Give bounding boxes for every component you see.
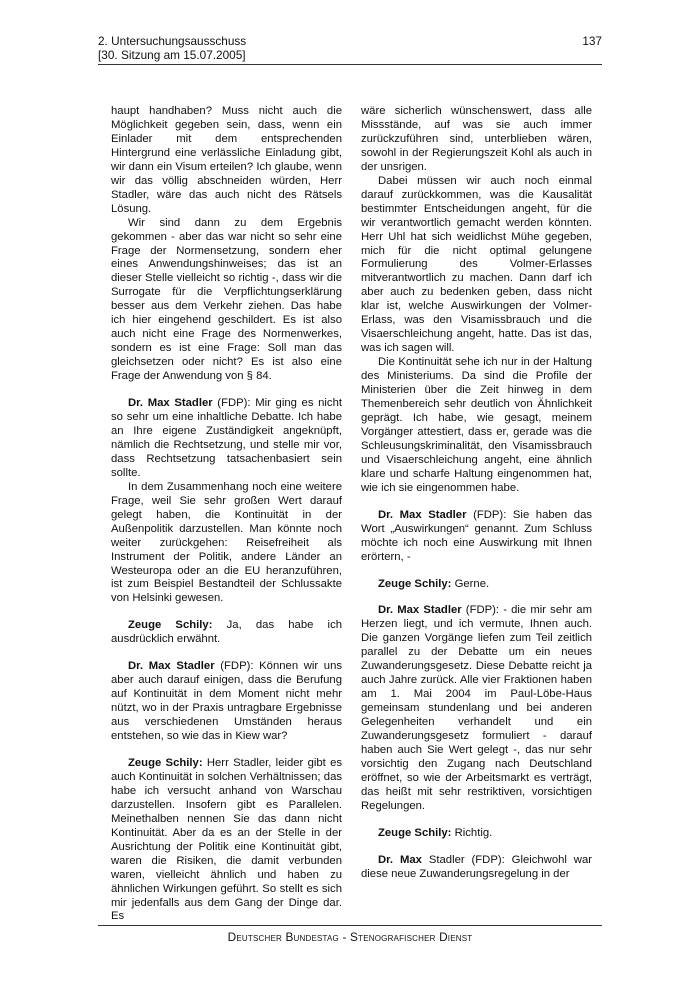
- body-paragraph: wäre sicherlich wünschenswert, dass alle Missstände, auf was sie auch immer zurückzuführen sind, unterblieben wären, sowohl in der Regierungszeit Kohl als auch in der unsrigen.: [361, 105, 592, 173]
- speaker-paragraph: [361, 854, 592, 882]
- speaker-paragraph: [111, 660, 342, 744]
- speaker-paragraph: [111, 619, 342, 647]
- speech-text: (FDP): Können wir uns aber auch darauf einigen, dass die Berufung auf Kontinuität in dem Moment nicht mehr nützt, wo in der Praxis untragbare Ergebnisse aus verschiedenen Umständen heraus entstehen, so wie das in Kiew war?: [111, 660, 343, 743]
- speaker-name: Zeuge Schily:: [128, 756, 203, 769]
- speaker-paragraph: [361, 509, 592, 565]
- page-number: 137: [582, 34, 602, 48]
- speech-text: (FDP): Mir ging es nicht so sehr um eine inhaltliche Debatte. Ich habe an Ihre eigene Zuständigkeit angeknüpft, nämlich die Rechtsetzung, und stelle mir vor, dass Rechtsetzung tatsachenbasiert sein sollte.: [111, 397, 342, 479]
- speaker-name: Dr. Max Stadler: [378, 604, 462, 617]
- speaker-name: Dr. Max Stadler: [378, 508, 467, 521]
- page-header: [98, 34, 602, 62]
- body-paragraph: Die Kontinuität sehe ich nur in der Haltung des Ministeriums. Da sind die Profile der Ministerien über die Zeit hinweg in dem Themenbereich sehr deutlich von Ähnlichkeit geprägt. Ich habe, wie gesagt, meinem Vorgänger attestiert, dass er, gerade was die Schleusungskriminalität, den Visamissbrauch und Visaerschleichung angeht, eine ähnlich klare und scharfe Haltung eingenommen hat, wie ich sie eingenommen habe.: [361, 356, 592, 494]
- page-footer: Deutscher Bundestag - Stenografischer Dienst: [227, 930, 473, 944]
- speaker-name: Zeuge Schily:: [378, 826, 452, 839]
- committee-name: 2. Untersuchungsausschuss: [98, 34, 247, 48]
- speaker-name: Dr. Max: [378, 853, 422, 866]
- speech-text: (FDP): - die mir sehr am Herzen liegt, und ich vermute, Ihnen auch. Die ganzen Vorgänge liefen zum Teil zeitlich parallel zu der Debatte um ein neues Zuwanderungsgesetz. Diese Debatte reicht ja auch Jahre zurück. Alle vier Fraktionen haben am 1. Mai 2004 im Paul-Löbe-Haus gemeinsam stundenlang und bei anderen Gelegenheiten verhandelt und ein Zuwanderungsgesetz formuliert - darauf haben auch Sie Wert gelegt -, das nur sehr vorsichtig den Zugang nach Deutschland eröffnet, so wie der Arbeitsmarkt es verträgt, das heißt mit sehr restriktiven, vorsichtigen Regelungen.: [361, 604, 593, 812]
- speaker-name: Zeuge Schily:: [378, 577, 452, 590]
- right-column: [361, 105, 592, 882]
- body-paragraph: In dem Zusammenhang noch eine weitere Frage, weil Sie sehr großen Wert darauf gelegt haben, die Kontinuität in der Außenpolitik darzustellen. Man könnte noch weiter zurückgehen: Reisefreiheit als Instrument der Politik, andere Länder an Westeuropa oder an die EU heranzuführen, ist zum Beispiel Bestandteil der Schlussakte von Helsinki gewesen.: [111, 480, 342, 605]
- body-paragraph: Wir sind dann zu dem Ergebnis gekommen - aber das war nicht so sehr eine Frage der Normensetzung, sondern eher eines Anwendungshinweises; das ist an dieser Stelle vielleicht so richtig -, dass wir die Surrogate für die Verpflichtungserklärung besser aus dem Verkehr ziehen. Das habe ich hier eingehend geschildert. Es ist also auch nicht eine Frage des Normenwerkes, sondern es ist eine Frage: Soll man das gleichsetzen oder nicht? Es ist also eine Frage der Anwendung von § 84.: [111, 216, 342, 383]
- speaker-paragraph: [111, 397, 342, 481]
- speaker-paragraph: [361, 578, 592, 592]
- body-paragraph: haupt handhaben? Muss nicht auch die Möglichkeit gegeben sein, dass, wenn ein Einlader mit dem entsprechenden Hintergrund eine verlässliche Einladung gibt, wir dann ein Visum erteilen? Ich glaube, wenn wir das völlig abschneiden würden, Herr Stadler, wäre das auch nicht des Rätsels Lösung.: [111, 105, 342, 215]
- footer-divider: [98, 925, 602, 926]
- speech-text: Richtig.: [451, 826, 493, 839]
- body-paragraph: Dabei müssen wir auch noch einmal darauf zurückkommen, was die Kausalität bestimmter Entscheidungen angeht, für die wir verantwortlich gemacht werden könnten. Herr Uhl hat sich weidlichst Mühe gegeben, mich für die nicht optimal gelungene Formulierung des Volmer-Erlasses mitverantwortlich zu machen. Dann darf ich aber auch zu bedenken geben, dass nicht klar ist, welche Auswirkungen der Volmer-Erlass, was den Visamissbrauch und die Visaerschleichung angeht, hatte. Das ist das, was ich sagen will.: [361, 174, 592, 355]
- speaker-name: Dr. Max Stadler: [128, 660, 215, 673]
- speaker-paragraph: [361, 827, 592, 841]
- speaker-paragraph: [361, 604, 592, 813]
- left-column: [111, 105, 342, 924]
- speaker-name: Zeuge Schily:: [128, 619, 213, 632]
- speaker-name: Dr. Max Stadler: [128, 397, 213, 410]
- header-divider: [98, 64, 602, 65]
- speaker-paragraph: [111, 757, 342, 924]
- speech-text: Gerne.: [451, 577, 490, 590]
- speech-text: Stadler (FDP): Gleichwohl war diese neue Zuwanderungsregelung in der: [361, 853, 592, 880]
- speech-text: Herr Stadler, leider gibt es auch Kontinuität in solchen Verhältnissen; das habe ich versucht anhand von Warschau darzustellen. Insofern gibt es Parallelen. Meinethalben nennen Sie das dann nicht Kontinuität. Aber da es an der Stelle in der Ausrichtung der Politik eine Kontinuität gibt, waren die Risiken, die damit verbunden waren, vielleicht ähnlich und haben zu ähnlichen Wirkungen geführt. So stellt es sich mir jedenfalls aus dem Gang der Dinge dar. Es: [111, 756, 343, 923]
- session-info: [30. Sitzung am 15.07.2005]: [98, 48, 246, 62]
- speech-text: Ja, das habe ich ausdrücklich erwähnt.: [111, 619, 342, 646]
- speech-text: (FDP): Sie haben das Wort „Auswirkungen“ genannt. Zum Schluss möchte ich noch eine Auswirkung mit Ihnen erörtern, -: [361, 508, 592, 563]
